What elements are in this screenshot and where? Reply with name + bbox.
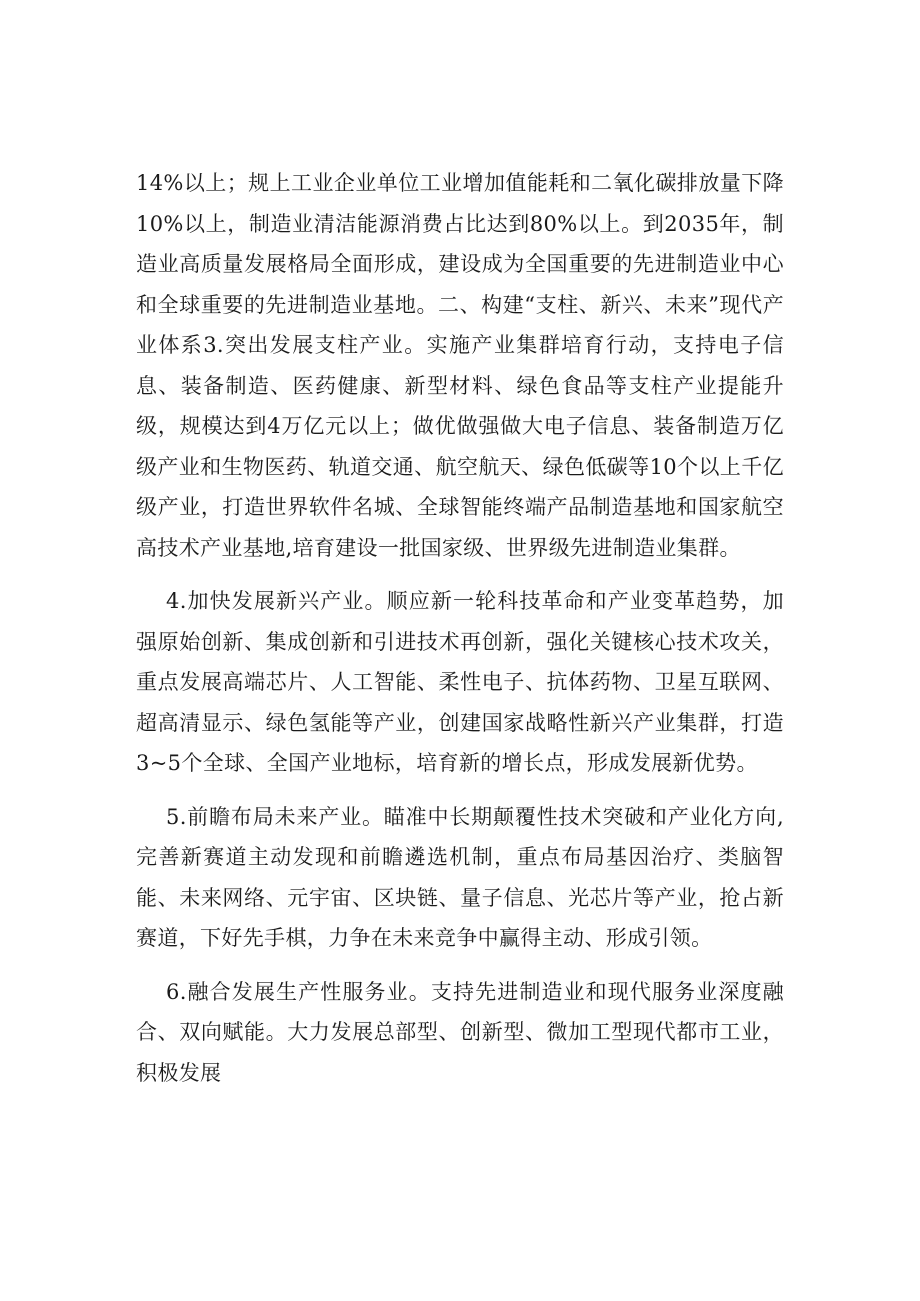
- paragraph-continued: 14%以上；规上工业企业单位工业增加值能耗和二氧化碳排放量下降10%以上，制造业清洁能源消费占比达到80%以上。到2035年，制造业高质量发展格局全面形成，建设成为全国重要的先进制造业中心和全球重要的先进制造业基地。二、构建“支柱、新兴、未来”现代产业体系3.突出发展支柱产业。实施产业集群培育行动，支持电子信息、装备制造、医药健康、新型材料、绿色食品等支柱产业提能升级，规模达到4万亿元以上；做优做强做大电子信息、装备制造万亿级产业和生物医药、轨道交通、航空航天、绿色低碳等10个以上千亿级产业，打造世界软件名城、全球智能终端产品制造基地和国家航空高技术产业基地,培育建设一批国家级、世界级先进制造业集群。: [136, 171, 784, 560]
- paragraph-future-industries: 5.前瞻布局未来产业。瞄准中长期颠覆性技术突破和产业化方向,完善新赛道主动发现和前瞻遴选机制，重点布局基因治疗、类脑智能、未来网络、元宇宙、区块链、量子信息、光芯片等产业，抢占新赛道，下好先手棋，力争在未来竞争中赢得主动、形成引领。: [136, 804, 784, 950]
- paragraph-producer-services: 6.融合发展生产性服务业。支持先进制造业和现代服务业深度融合、双向赋能。大力发展总部型、创新型、微加工型现代都市工业，积极发展: [136, 979, 784, 1085]
- paragraph-emerging-industries: 4.加快发展新兴产业。顺应新一轮科技革命和产业变革趋势，加强原始创新、集成创新和引进技术再创新，强化关键核心技术攻关，重点发展高端芯片、人工智能、柔性电子、抗体药物、卫星互联网、超高清显示、绿色氢能等产业，创建国家战略性新兴产业集群，打造3~5个全球、全国产业地标，培育新的增长点，形成发展新优势。: [136, 589, 784, 775]
- document-body: [136, 163, 784, 1093]
